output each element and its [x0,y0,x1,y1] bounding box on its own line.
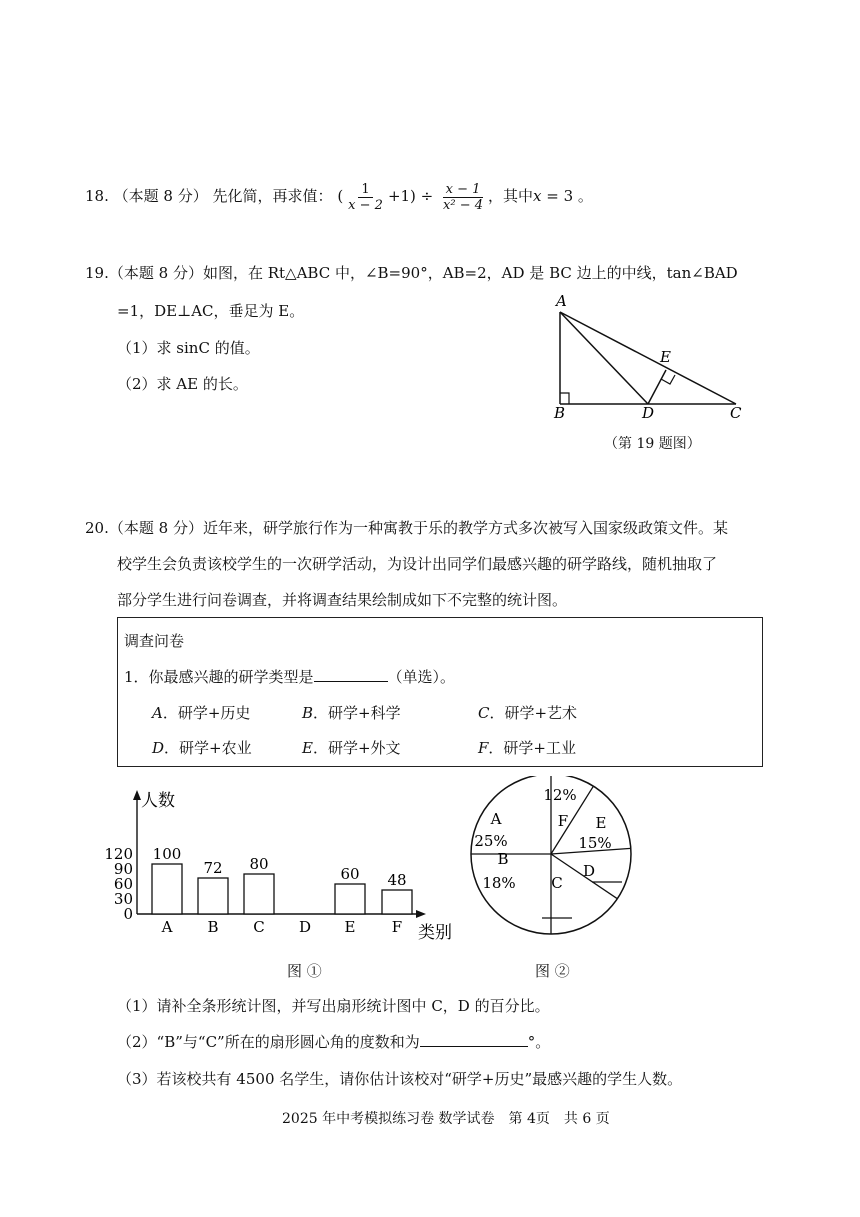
survey-question-prefix: 1．你最感兴趣的研学类型是 [124,668,314,686]
option-f: F．研学+工业 [478,739,576,757]
q18-x-val: = 3 。 [541,187,593,205]
label-c: C [730,404,742,420]
q18-tail: ，其中 [488,187,534,205]
q19-score: （本题 8 分） [108,264,203,282]
q18-frac1-num: 1 [358,182,372,198]
bar-value-label: 60 [340,865,360,883]
bar-C [244,874,274,914]
q19-text-1: 如图，在 Rt△ABC 中，∠B=90°，AB=2，AD 是 BC 边上的中线，tan∠BAD [202,264,738,282]
slice-label-A: A [490,810,502,828]
slice-percent-B: 18% [482,874,516,892]
q20-sub2-suffix: °。 [527,1033,551,1051]
slice-label-E: E [595,814,607,832]
x-axis-arrow [416,910,426,918]
q19-number: 19. [85,264,109,282]
y-tick-label: 0 [123,905,133,923]
x-tick-label: B [207,918,219,936]
q18-fraction-1 [345,182,386,213]
slice-percent-A: 25% [474,832,508,850]
q19-sub1: （1）求 sinC 的值。 [117,339,260,357]
segment-ac [560,312,736,404]
y-tick-label: 90 [113,860,133,878]
bar-chart [100,778,470,948]
right-angle-b [560,393,569,404]
option-b: B．研学+科学 [302,704,401,722]
q20-sub1: （1）请补全条形统计图，并写出扇形统计图中 C，D 的百分比。 [117,997,550,1015]
y-axis-arrow [133,790,141,800]
label-b: B [554,404,566,420]
survey-box [117,617,763,767]
survey-question [124,666,455,687]
q18-x-var: x [533,187,542,205]
q18-prompt: 先化简，再求值： [212,187,333,205]
label-e: E [660,348,671,366]
label-a: A [556,292,567,310]
option-c: C．研学+艺术 [478,704,578,722]
q18-fraction-2 [440,182,486,213]
slice-percent-E: 15% [578,834,612,852]
x-tick-label: A [161,918,173,936]
q18-score: （本题 8 分） [113,187,208,205]
page-footer: 2025 年中考模拟练习卷 数学试卷 第 4页 共 6 页 [282,1111,610,1127]
q19-figure [540,290,780,420]
bar-value-label: 80 [249,855,269,873]
survey-question-suffix: （单选）。 [387,668,456,686]
q20-line3: 部分学生进行问卷调查，并将调查结果绘制成如下不完整的统计图。 [117,591,568,609]
x-tick-label: C [253,918,265,936]
q19-sub2: （2）求 AE 的长。 [117,375,248,393]
q19-caption: （第 19 题图） [604,436,701,452]
bar-value-label: 48 [387,871,407,889]
bar-F [382,890,412,914]
q20-number: 20. [85,519,109,537]
fig2-caption: 图 ② [535,962,570,980]
q18-frac1-den: x − 2 [348,197,383,213]
bar-E [335,884,365,914]
q20-sub2-prefix: （2）“B”与“C”所在的扇形圆心角的度数和为 [117,1033,420,1051]
q18-open: ( [337,187,344,205]
y-axis-label: 人数 [141,791,175,811]
q18-number: 18. [85,187,109,205]
bar-value-label: 72 [203,859,223,877]
bar-value-label: 100 [152,845,182,863]
q20-text-1: 近年来，研学旅行作为一种寓教于乐的教学方式多次被写入国家级政策文件。某 [202,519,728,537]
y-tick-label: 30 [113,890,133,908]
segment-ad [560,312,648,404]
x-tick-label: F [391,918,403,936]
y-tick-label: 60 [113,875,133,893]
bar-A [152,864,182,914]
q20-line2: 校学生会负责该校学生的一次研学活动，为设计出同学们最感兴趣的研学路线，随机抽取了 [117,555,718,573]
slice-label-D: D [582,862,596,880]
label-d: D [642,404,655,420]
q20-sub2-blank [420,1046,528,1047]
q18-plus: +1) ÷ [387,187,434,205]
segment-de [648,370,666,404]
option-a: A．研学+历史 [152,704,251,722]
survey-answer-blank [314,681,388,682]
q18-frac2-den: x² − 4 [443,197,484,213]
q19-line1 [85,262,738,283]
q18-frac2-num: x − 1 [443,182,484,198]
pie-chart [465,776,645,956]
q18 [85,176,593,216]
slice-label-F: F [557,812,569,830]
option-d: D．研学+农业 [152,739,252,757]
bar-B [198,878,228,914]
x-tick-label: D [298,918,312,936]
q19-line2: =1，DE⊥AC，垂足为 E。 [117,302,305,320]
q20-sub3: （3）若该校共有 4500 名学生，请你估计该校对“研学+历史”最感兴趣的学生人数。 [117,1070,683,1088]
y-tick-label: 120 [104,845,133,863]
slice-percent-F: 12% [543,786,577,804]
option-e: E．研学+外文 [302,739,401,757]
survey-title: 调查问卷 [124,632,185,650]
slice-label-B: B [497,850,509,868]
slice-label-C: C [551,874,563,892]
q20-sub2 [117,1031,550,1052]
q20-line1 [85,517,728,538]
q20-score: （本题 8 分） [108,519,203,537]
x-axis-label: 类别 [418,923,452,943]
fig1-caption: 图 ① [287,962,322,980]
x-tick-label: E [344,918,356,936]
